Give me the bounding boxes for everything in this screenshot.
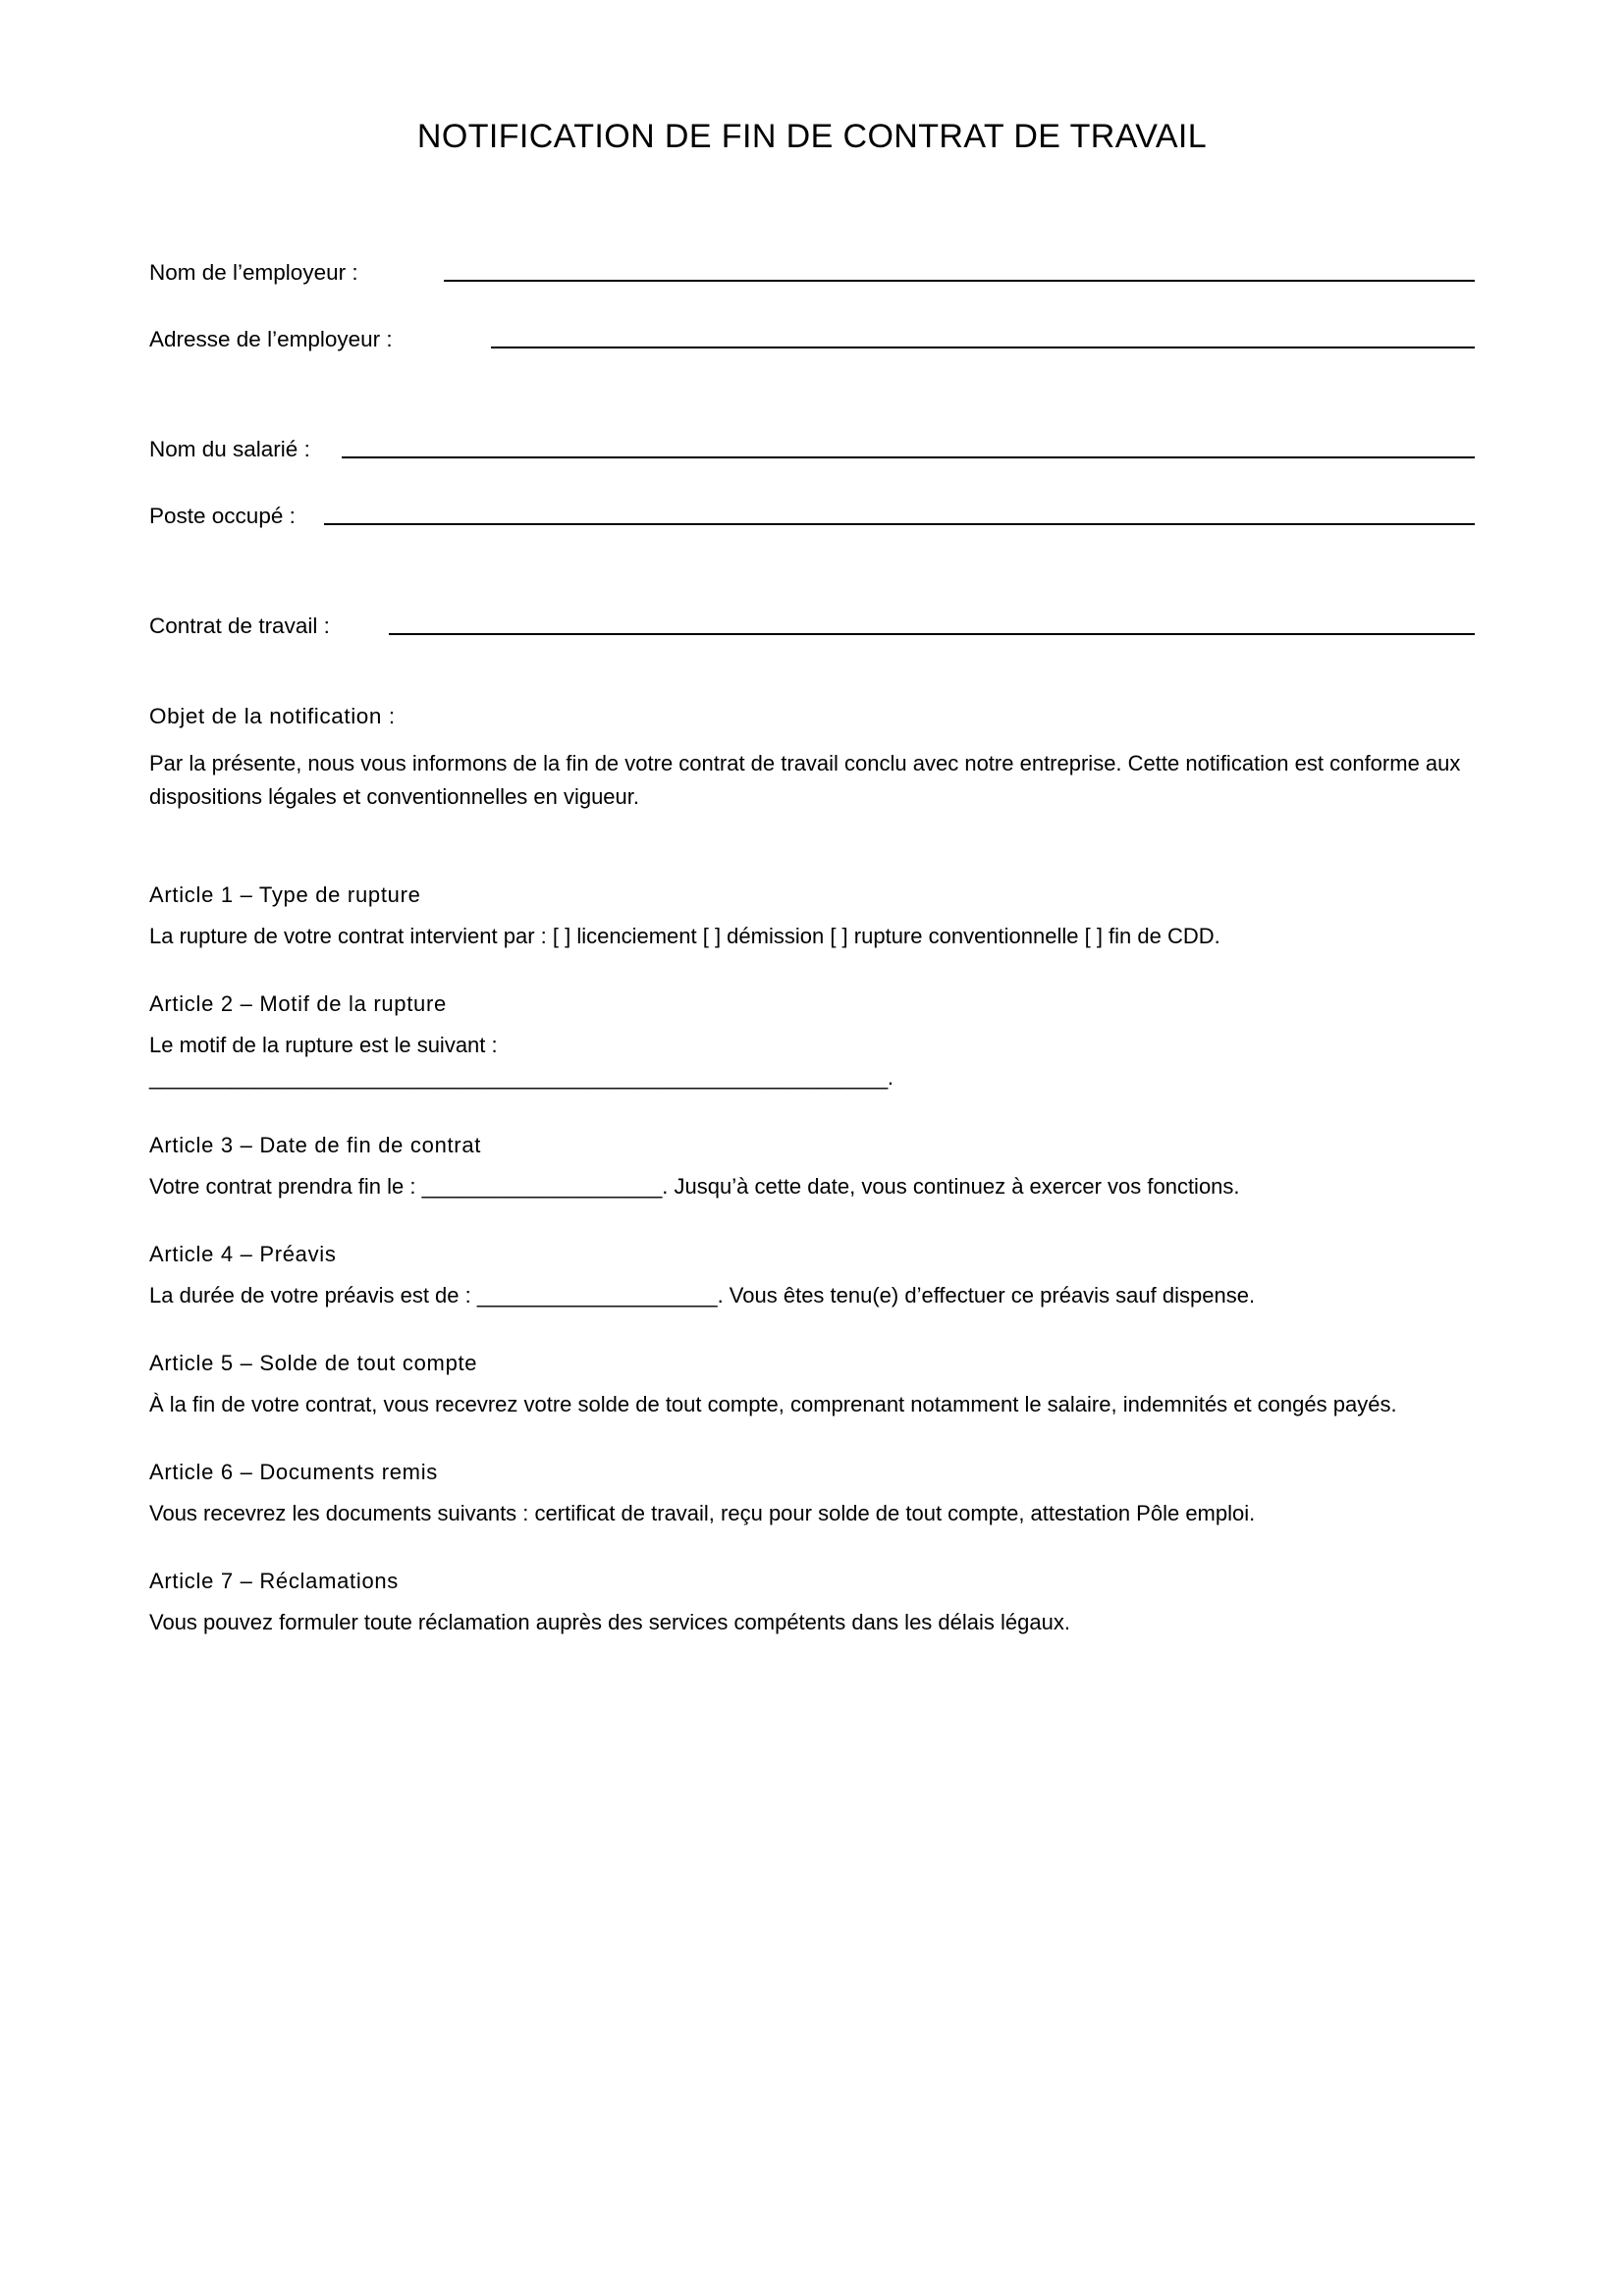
- field-line-employer-name[interactable]: [444, 279, 1475, 282]
- article-7: [149, 1569, 1475, 1638]
- field-line-employee-name[interactable]: [342, 455, 1475, 458]
- article-7-text: Vous pouvez formuler toute réclamation auprès des services compétents dans les délais légaux.: [149, 1609, 1070, 1634]
- notification-object-heading: Objet de la notification :: [149, 703, 396, 728]
- page-title: NOTIFICATION DE FIN DE CONTRAT DE TRAVAIL: [416, 118, 1208, 155]
- field-row-employee-name[interactable]: [149, 425, 1475, 464]
- document-body: [0, 248, 1624, 1638]
- article-4: [149, 1242, 1475, 1311]
- field-label-employer-name: Nom de l’employeur :: [149, 259, 358, 285]
- article-6: [149, 1460, 1475, 1529]
- article-7-heading: Article 7 – Réclamations: [149, 1568, 400, 1593]
- field-row-contract-type[interactable]: [149, 602, 1475, 641]
- field-line-employer-address[interactable]: [491, 346, 1475, 348]
- field-label-employer-address: Adresse de l’employeur :: [149, 326, 393, 351]
- field-line-contract-type[interactable]: [389, 632, 1475, 635]
- field-label-employee-name: Nom du salarié :: [149, 436, 310, 461]
- article-1-heading: Article 1 – Type de rupture: [149, 881, 421, 907]
- article-3-text: Votre contrat prendra fin le : ____________________. Jusqu’à cette date, vous continuez à exercer vos fonctions.: [149, 1173, 1240, 1199]
- article-1-text: La rupture de votre contrat intervient par : [ ] licenciement [ ] démission [ ] rupture conventionnelle [ ] fin de CDD.: [149, 923, 1220, 948]
- article-4-text: La durée de votre préavis est de : ____________________. Vous êtes tenu(e) d’effectuer ce préavis sauf dispense.: [149, 1282, 1256, 1308]
- spacer-employer-employee: [149, 382, 1475, 425]
- article-1: [149, 882, 1475, 952]
- article-2-text: Le motif de la rupture est le suivant :: [149, 1032, 498, 1057]
- article-2: [149, 991, 1475, 1094]
- article-6-text: Vous recevrez les documents suivants : certificat de travail, reçu pour solde de tout compte, attestation Pôle emploi.: [149, 1500, 1256, 1525]
- spacer-employee-contract: [149, 559, 1475, 602]
- article-3: [149, 1133, 1475, 1202]
- field-row-employer-name[interactable]: [149, 248, 1475, 288]
- notification-object-section: [149, 704, 1475, 814]
- article-6-heading: Article 6 – Documents remis: [149, 1459, 438, 1484]
- article-5: [149, 1351, 1475, 1420]
- field-row-position[interactable]: [149, 492, 1475, 531]
- field-label-contract-type: Contrat de travail :: [149, 613, 330, 638]
- notification-object-text: Par la présente, nous vous informons de la fin de votre contrat de travail conclu avec notre entreprise. Cette notification est conforme aux dispositions légales et conventionnelles en vigueur.: [149, 750, 1461, 809]
- article-2-blank-line[interactable]: _______________________________________________________________.: [149, 1064, 893, 1090]
- article-4-heading: Article 4 – Préavis: [149, 1241, 337, 1266]
- field-line-position[interactable]: [324, 522, 1475, 525]
- article-2-heading: Article 2 – Motif de la rupture: [149, 990, 447, 1016]
- field-row-employer-address[interactable]: [149, 315, 1475, 354]
- article-3-heading: Article 3 – Date de fin de contrat: [149, 1132, 482, 1157]
- article-5-text: À la fin de votre contrat, vous recevrez votre solde de tout compte, comprenant notamment le salaire, indemnités et congés payés.: [149, 1391, 1397, 1416]
- article-5-heading: Article 5 – Solde de tout compte: [149, 1350, 478, 1375]
- field-label-position: Poste occupé :: [149, 503, 296, 528]
